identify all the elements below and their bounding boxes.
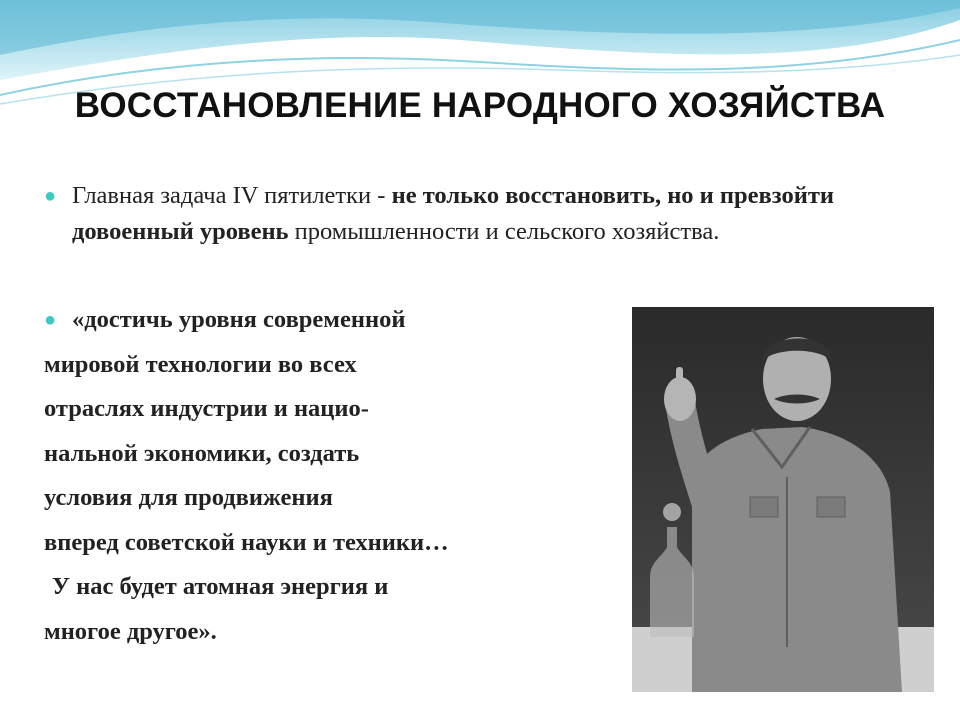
- quote-line: нальной экономики, создать: [44, 439, 360, 467]
- quote-line: отраслях индустрии и нацио-: [44, 395, 369, 422]
- bullet-rest-text: промышленности и сельского хозяйства.: [288, 218, 720, 245]
- quote-line: ● «достичь уровня современной: [44, 298, 624, 343]
- bullet-intro-text: Главная задача IV пятилетки -: [72, 182, 392, 209]
- slide-title: ВОССТАНОВЛЕНИЕ НАРОДНОГО ХОЗЯЙСТВА: [74, 86, 886, 125]
- quote-line: вперед советской науки и техники…: [44, 528, 449, 556]
- bullet-main-task: [44, 178, 934, 250]
- quote-line: условия для продвижения: [44, 484, 333, 511]
- bullet-dot-icon: ●: [44, 309, 57, 331]
- bullet-dot-icon: ●: [44, 185, 57, 207]
- quote-line: У нас будет атомная энергия и: [52, 573, 389, 600]
- quote-line: многое другое».: [44, 617, 217, 645]
- quote-line: мировой технологии во всех: [44, 350, 357, 378]
- portrait-photo: [632, 307, 934, 692]
- quote-block: [44, 298, 624, 654]
- bullet-bold-text: не только восстановить, но и превзойти довоенный уровень: [72, 182, 834, 245]
